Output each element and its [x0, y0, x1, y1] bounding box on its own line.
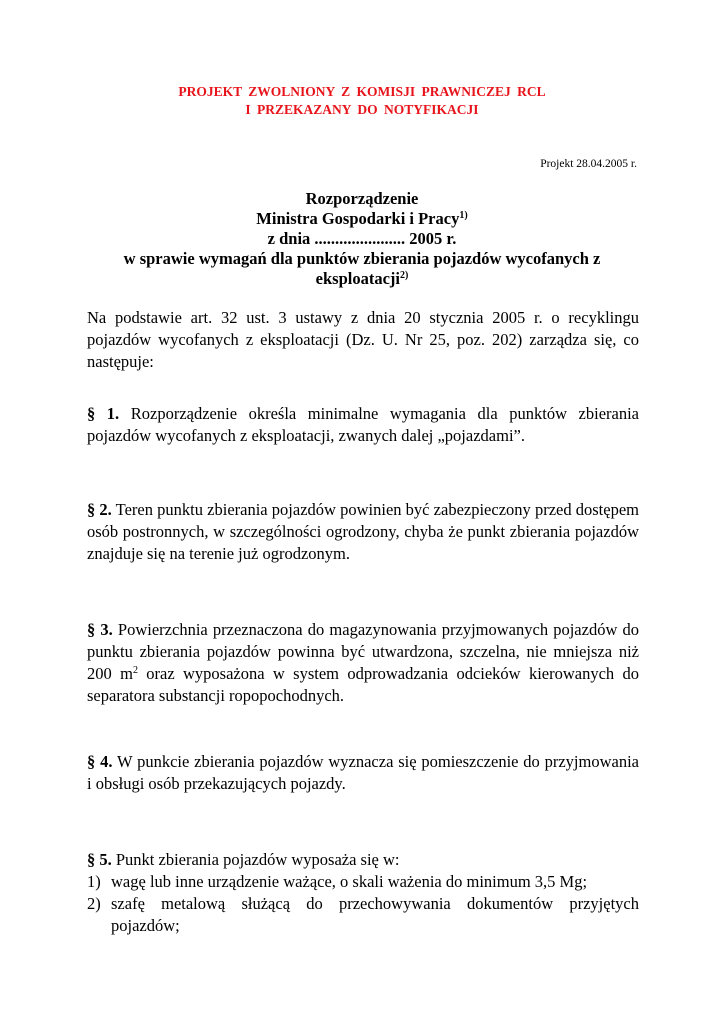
section-1-text: Rozporządzenie określa minimalne wymagania dla punktów zbierania pojazdów wycofanych z eksploatacji, zwanych dalej „pojazdami”.: [87, 404, 639, 445]
section-5-list: [87, 871, 639, 937]
list-item-text: wagę lub inne urządzenie ważące, o skali ważenia do minimum 3,5 Mg;: [111, 872, 588, 891]
section-2-number: § 2.: [87, 500, 112, 519]
title-line-2: [60, 209, 664, 229]
project-date: Projekt 28.04.2005 r.: [540, 158, 637, 170]
notification-header-line-1: PROJEKT ZWOLNIONY Z KOMISJI PRAWNICZEJ RCL: [178, 84, 546, 99]
title-line-4: w sprawie wymagań dla punktów zbierania pojazdów wycofanych z: [123, 249, 601, 268]
title-line-3: z dnia ...................... 2005 r.: [267, 229, 457, 248]
notification-header: [0, 83, 724, 119]
section-1-number: § 1.: [87, 404, 120, 423]
title-minister: Ministra Gospodarki i Pracy: [256, 209, 460, 228]
section-4-number: § 4.: [87, 752, 113, 771]
section-3-number: § 3.: [87, 620, 113, 639]
title-subject-end: eksploatacji: [315, 269, 400, 288]
list-item-text: szafę metalową służącą do przechowywania dokumentów przyjętych pojazdów;: [111, 894, 639, 935]
list-item-marker: 2): [87, 894, 101, 913]
section-4: [87, 751, 639, 795]
section-5-text: Punkt zbierania pojazdów wyposaża się w:: [111, 850, 400, 869]
section-2: [87, 499, 639, 565]
footnote-ref-1: 1): [459, 210, 468, 221]
regulation-title: [60, 189, 664, 289]
section-3-text-end: oraz wyposażona w system odprowadzania odcieków kierowanych do separatora substancji ropopochodnych.: [87, 664, 639, 705]
title-line-1: Rozporządzenie: [305, 189, 419, 208]
section-5-number: § 5.: [87, 850, 112, 869]
section-3-text: Powierzchnia przeznaczona do magazynowania przyjmowanych pojazdów do punktu zbierania pojazdów powinna być utwardzona, szczelna, nie mniejsza niż 200 m: [87, 620, 639, 683]
title-line-5: [60, 269, 664, 289]
section-4-text: W punkcie zbierania pojazdów wyznacza się pomieszczenie do przyjmowania i obsługi osób przekazujących pojazdy.: [87, 752, 639, 793]
list-item: [87, 893, 639, 937]
list-item: [87, 871, 639, 893]
section-5: [87, 849, 639, 871]
section-3-superscript: 2: [132, 665, 138, 676]
notification-header-line-2: I PRZEKAZANY DO NOTYFIKACJI: [245, 102, 479, 117]
section-3: [87, 619, 639, 707]
list-item-marker: 1): [87, 872, 101, 891]
footnote-ref-2: 2): [400, 270, 409, 281]
section-1: [87, 403, 639, 447]
section-2-text: Teren punktu zbierania pojazdów powinien być zabezpieczony przed dostępem osób postronnych, w szczególności ogrodzony, chyba że punkt zbierania pojazdów znajduje się na terenie już ogrodzonym.: [87, 500, 639, 563]
preamble: Na podstawie art. 32 ust. 3 ustawy z dnia 20 stycznia 2005 r. o recyklingu pojazdów wycofanych z eksploatacji (Dz. U. Nr 25, poz. 202) zarządza się, co następuje:: [87, 308, 639, 371]
